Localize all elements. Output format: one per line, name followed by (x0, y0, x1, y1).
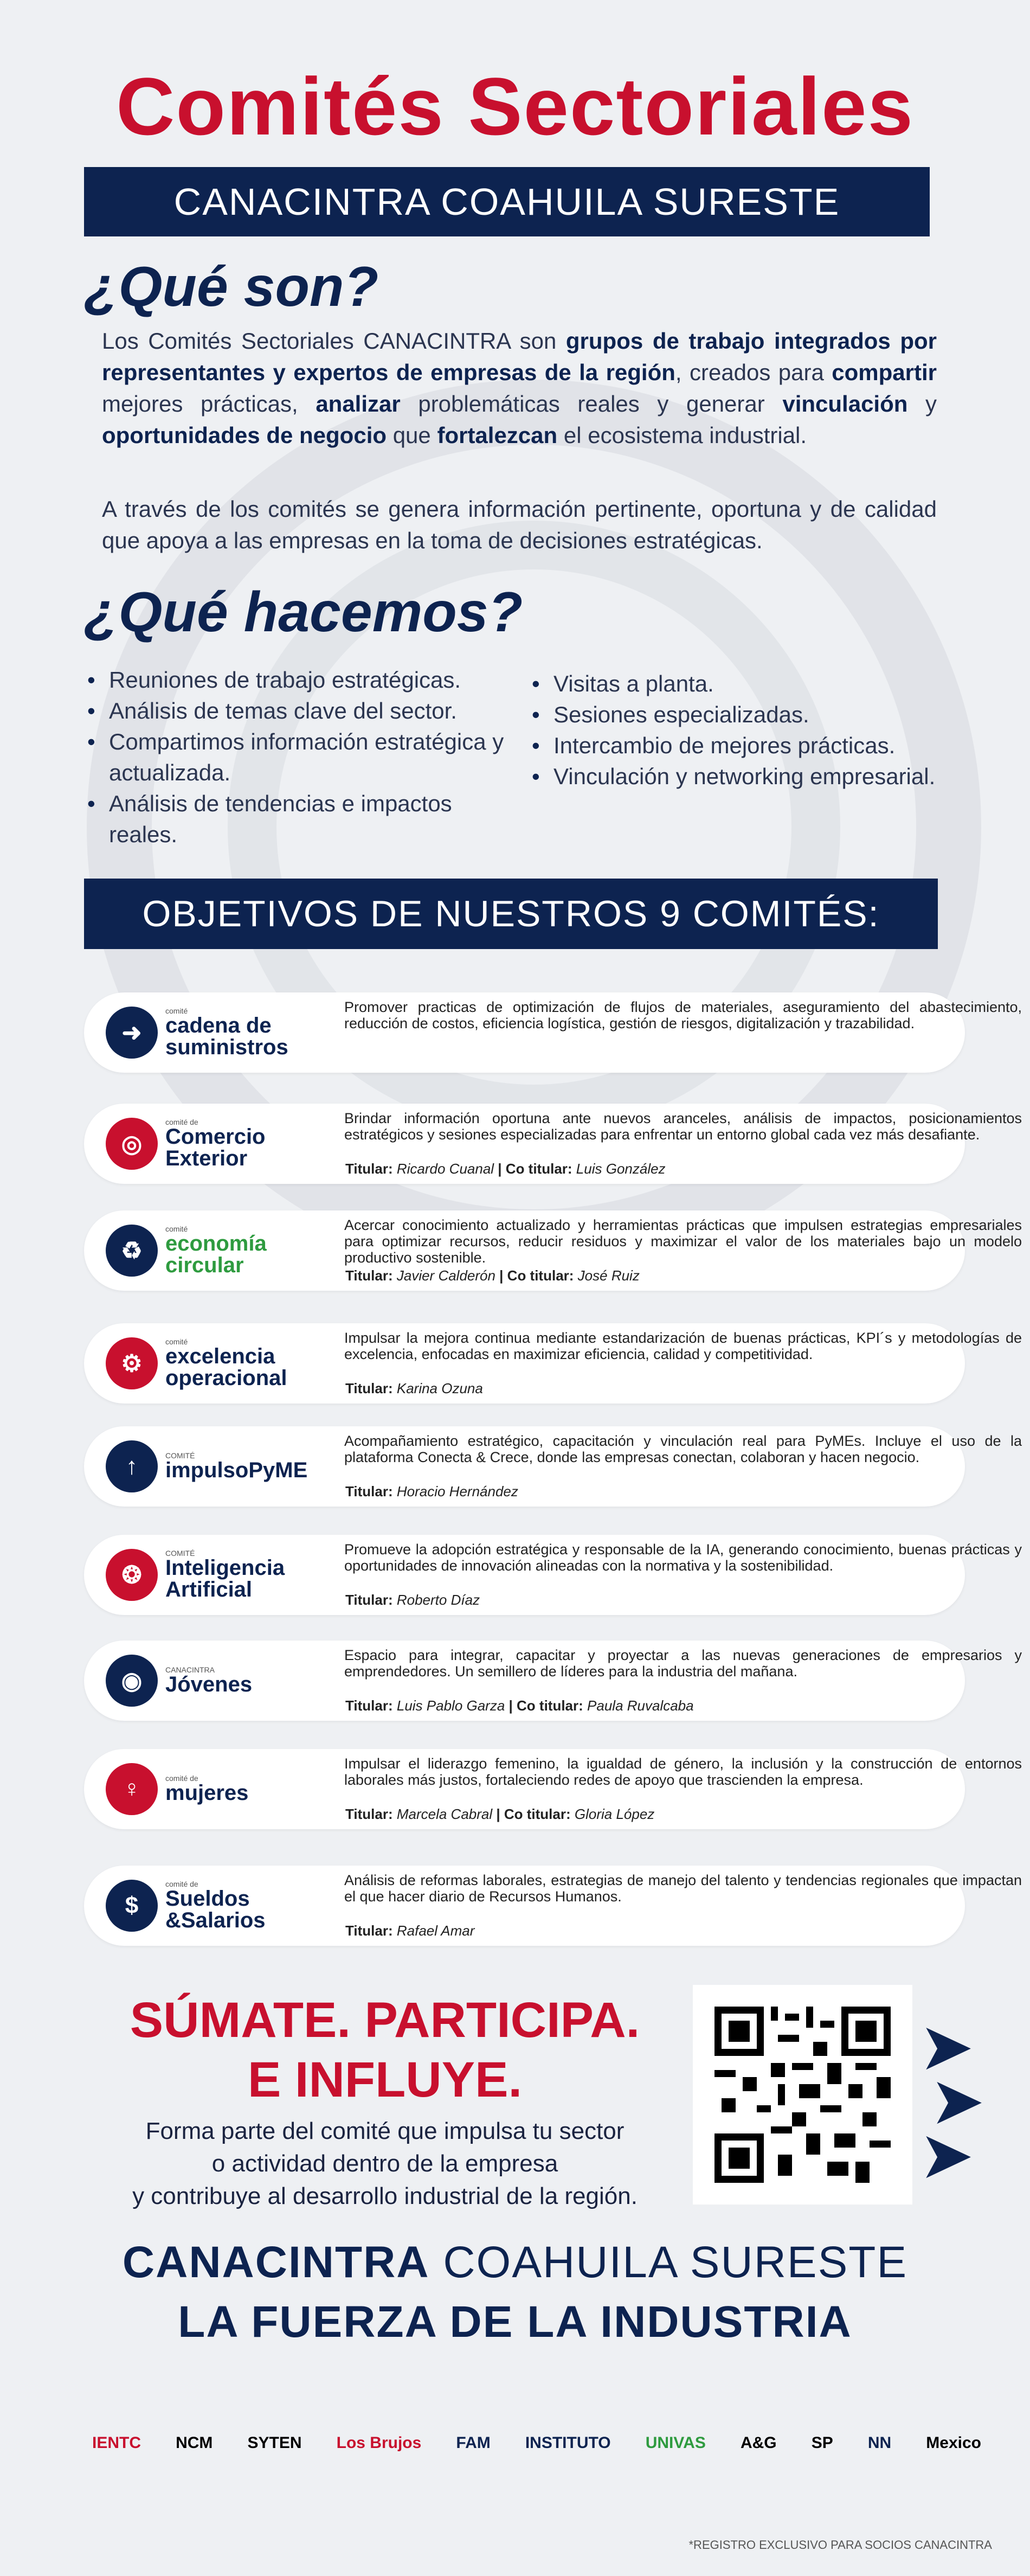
que-hacemos-heading: ¿Qué hacemos? (84, 581, 523, 644)
org-name (0, 2237, 1030, 2288)
emphasis-text: vinculación (782, 391, 908, 416)
committee-logo-text (165, 1774, 248, 1804)
list-item: • Compartimos información estratégica y actualizada. (84, 726, 512, 788)
paragraph-text: , creados para (675, 360, 832, 385)
sponsor-logos (92, 2424, 981, 2462)
slogan: LA FUERZA DE LA INDUSTRIA (178, 2297, 852, 2347)
activities-list-left (84, 664, 512, 850)
committee-name: cadena de suministros (165, 1014, 288, 1059)
committee-logo-small: comité de (165, 1118, 198, 1126)
call-to-action (81, 1990, 688, 2110)
org-name-rest: COAHUILA SURESTE (429, 2238, 908, 2287)
committee-logo (106, 1331, 312, 1396)
titular-name: Karina Ozuna (396, 1380, 483, 1396)
committee-logo (106, 1434, 312, 1499)
footnote: *REGISTRO EXCLUSIVO PARA SOCIOS CANACINTRA (688, 2538, 992, 2552)
committee-titular (345, 1161, 666, 1177)
committee-card (84, 1104, 1022, 1184)
committee-name: Jóvenes (165, 1673, 253, 1696)
cta-subtext-2: o actividad dentro de la empresa (211, 2150, 558, 2177)
cta-subtext-1: Forma parte del comité que impulsa tu sector (145, 2118, 625, 2144)
titular-label: Titular: (345, 1161, 397, 1177)
committee-logo-small: COMITÉ (165, 1549, 195, 1558)
emphasis-text: oportunidades de negocio (102, 422, 387, 448)
list-item: • Análisis de temas clave del sector. (84, 695, 512, 726)
paragraph-text: y (907, 391, 937, 416)
paragraph-text: problemáticas reales y generar (400, 391, 783, 416)
committee-logo-small: comité de (165, 1880, 198, 1888)
committee-card (84, 1641, 1022, 1721)
committee-logo-text (165, 1549, 312, 1600)
emphasis-text: analizar (316, 391, 401, 416)
committee-logo-text (165, 1118, 312, 1169)
committee-logo (106, 1000, 312, 1065)
committee-card (84, 1749, 1022, 1829)
committee-logo-small: comité (165, 1225, 188, 1233)
committee-titular (345, 1806, 654, 1823)
committee-titular (345, 1380, 483, 1397)
cotitular-label: | Co titular: (508, 1697, 588, 1714)
arrow-icon-3: ➤ (922, 2122, 972, 2189)
committee-logo-small: comité (165, 1337, 188, 1346)
committee-card (84, 1535, 1022, 1615)
committee-logo-text (165, 1880, 312, 1931)
cta-subtext-3: y contribuye al desarrollo industrial de la región. (132, 2183, 638, 2209)
emphasis-text: compartir (832, 360, 937, 385)
sponsor-logo: UNIVAS (645, 2434, 706, 2452)
titular-label: Titular: (345, 1697, 397, 1714)
page-title: Comités Sectoriales (116, 61, 914, 152)
recycle-icon: ♻ (106, 1225, 158, 1277)
qr-code[interactable] (693, 1985, 912, 2205)
sponsor-logo: NCM (176, 2434, 213, 2452)
committee-name: mujeres (165, 1781, 249, 1805)
committee-logo-small: comité de (165, 1774, 198, 1783)
committee-logo-text (165, 1225, 312, 1276)
committee-card (84, 1210, 1022, 1291)
committee-description: Espacio para integrar, capacitar y proyectar a las nuevas generaciones de empresarios y emprendedores. Un semillero de líderes para la industria del mañana. (344, 1647, 1022, 1680)
committee-description: Brindar información oportuna ante nuevos aranceles, análisis de impactos, posicionamientos estratégicos y sesiones especializadas para enfrentar un entorno global cada vez más desafiante. (344, 1110, 1022, 1143)
titular-name: Roberto Díaz (396, 1592, 480, 1608)
committee-logo (106, 1542, 312, 1607)
committee-name: Comercio Exterior (165, 1125, 266, 1170)
committee-name: economía circular (165, 1232, 267, 1277)
committee-logo-small: COMITÉ (165, 1451, 195, 1460)
paragraph-text: el ecosistema industrial. (557, 422, 807, 448)
cotitular-name: Gloria López (574, 1806, 655, 1822)
titular-name: Luis Pablo Garza (396, 1697, 509, 1714)
money-icon: $ (106, 1880, 158, 1932)
arrow-icon-2: ➤ (932, 2068, 983, 2135)
sponsor-logo: Los Brujos (336, 2434, 422, 2452)
titular-label: Titular: (345, 1267, 397, 1284)
sponsor-logo: FAM (456, 2434, 491, 2452)
committee-card (84, 992, 1022, 1073)
sponsor-logo: Mexico (926, 2434, 981, 2452)
committee-logo-text (165, 1452, 307, 1481)
list-item: • Reuniones de trabajo estratégicas. (84, 664, 512, 695)
titular-label: Titular: (345, 1806, 397, 1822)
committee-titular (345, 1483, 518, 1500)
committee-titular (345, 1592, 480, 1609)
list-item: • Análisis de tendencias e impactos reales. (84, 788, 512, 850)
que-son-heading: ¿Qué son? (84, 255, 379, 318)
committee-logo (106, 1757, 312, 1822)
truck-icon: ➜ (106, 1007, 158, 1059)
gear-icon: ⚙ (106, 1337, 158, 1389)
committee-logo (106, 1111, 312, 1176)
arrow-icon-1: ➤ (922, 2014, 972, 2080)
titular-label: Titular: (345, 1483, 397, 1500)
sponsor-logo: IENTC (92, 2434, 141, 2452)
list-item: • Vinculación y networking empresarial. (529, 761, 951, 792)
paragraph-text: mejores prácticas, (102, 391, 316, 416)
committee-logo (106, 1218, 312, 1283)
sponsor-logo: SYTEN (247, 2434, 302, 2452)
committee-description: Acercar conocimiento actualizado y herramientas prácticas que impulsen estrategias empresariales para optimizar recursos, reducir residuos y maximizar el valor de los materiales bajo un modelo productivo sostenible. (344, 1217, 1022, 1266)
sponsor-logo: INSTITUTO (525, 2434, 611, 2452)
committee-description: Impulsar la mejora continua mediante estandarización de buenas prácticas, KPI´s y metodologías de excelencia, enfocadas en maximizar eficiencia, calidad y competitividad. (344, 1330, 1022, 1362)
titular-name: Rafael Amar (396, 1923, 475, 1939)
brain-icon: ❂ (106, 1549, 158, 1601)
cta-line-1: SÚMATE. PARTICIPA. (130, 1992, 640, 2048)
sponsor-logo: SP (811, 2434, 833, 2452)
cotitular-name: José Ruiz (577, 1267, 640, 1284)
committee-titular (345, 1923, 474, 1939)
titular-label: Titular: (345, 1380, 397, 1396)
committee-logo-small: comité (165, 1007, 188, 1015)
committee-logo-small: CANACINTRA (165, 1665, 215, 1674)
list-item: • Visitas a planta. (529, 668, 951, 699)
titular-label: Titular: (345, 1923, 397, 1939)
emphasis-text: grupos de trabajo integrados por representantes y expertos de empresas de la región (102, 328, 937, 385)
paragraph-text: Los Comités Sectoriales CANACINTRA son (102, 328, 566, 354)
list-item: • Sesiones especializadas. (529, 699, 951, 730)
org-name-bold: CANACINTRA (122, 2238, 430, 2287)
cta-line-2: E INFLUYE. (247, 2052, 523, 2107)
titular-name: Ricardo Cuanal (396, 1161, 498, 1177)
titular-name: Marcela Cabral (396, 1806, 497, 1822)
committee-name: impulsoPyME (165, 1458, 308, 1482)
que-son-paragraph-2: A través de los comités se genera información pertinente, oportuna y de calidad que apoya a las empresas en la toma de decisiones estratégicas. (102, 496, 937, 553)
list-item: • Intercambio de mejores prácticas. (529, 730, 951, 761)
cotitular-label: | Co titular: (498, 1161, 576, 1177)
emphasis-text: fortalezcan (437, 422, 558, 448)
qr-code-icon (714, 2007, 891, 2183)
globe-icon: ◎ (106, 1118, 158, 1170)
arrow-up-icon: ↑ (106, 1440, 158, 1492)
committee-titular (345, 1267, 640, 1284)
committee-card (84, 1323, 1022, 1404)
objectives-banner: OBJETIVOS DE NUESTROS 9 COMITÉS: (84, 879, 938, 949)
committee-card (84, 1426, 1022, 1507)
cta-subtext (81, 2115, 688, 2213)
que-son-paragraph (102, 325, 937, 451)
committee-logo-text (165, 1338, 312, 1389)
committee-description: Promover practicas de optimización de flujos de materiales, aseguramiento del abastecimiento, reducción de costos, eficiencia logística, gestión de riesgos, digitalización y trazabilidad. (344, 999, 1022, 1031)
committee-card (84, 1866, 1022, 1946)
committee-logo-text (165, 1007, 312, 1058)
titular-label: Titular: (345, 1592, 397, 1608)
sponsor-logo: NN (867, 2434, 892, 2452)
committee-description: Impulsar el liderazgo femenino, la igualdad de género, la inclusión y la construcción de entornos laborales más justos, fortaleciendo redes de apoyo que trascienden la empresa. (344, 1755, 1022, 1788)
committee-logo (106, 1648, 312, 1713)
cotitular-name: Paula Ruvalcaba (587, 1697, 694, 1714)
circle-icon: ◉ (106, 1655, 158, 1707)
woman-icon: ♀ (106, 1763, 158, 1815)
committee-logo-text (165, 1666, 252, 1695)
committee-name: Inteligencia Artificial (165, 1556, 285, 1601)
header-banner: CANACINTRA COAHUILA SURESTE (84, 167, 930, 236)
committee-name: excelencia operacional (165, 1344, 287, 1390)
titular-name: Horacio Hernández (396, 1483, 518, 1500)
activities-list-right (529, 668, 951, 792)
cotitular-name: Luis González (576, 1161, 666, 1177)
committee-titular (345, 1697, 694, 1714)
cotitular-label: | Co titular: (496, 1806, 575, 1822)
sponsor-logo: A&G (740, 2434, 777, 2452)
committee-description: Acompañamiento estratégico, capacitación y vinculación real para PyMEs. Incluye el uso de la plataforma Conecta & Crece, donde las empresas conectan, colaboran y hacen negocio. (344, 1433, 1022, 1465)
paragraph-text: que (387, 422, 437, 448)
titular-name: Javier Calderón (396, 1267, 500, 1284)
cotitular-label: | Co titular: (499, 1267, 578, 1284)
committee-description: Análisis de reformas laborales, estrategias de manejo del talento y tendencias regionales que impactan el que hacer diario de Recursos Humanos. (344, 1872, 1022, 1905)
committee-name: Sueldos &Salarios (165, 1887, 266, 1932)
committee-logo (106, 1873, 312, 1938)
committee-description: Promueve la adopción estratégica y responsable de la IA, generando conocimiento, buenas prácticas y oportunidades de innovación alineadas con la normativa y la sostenibilidad. (344, 1541, 1022, 1574)
